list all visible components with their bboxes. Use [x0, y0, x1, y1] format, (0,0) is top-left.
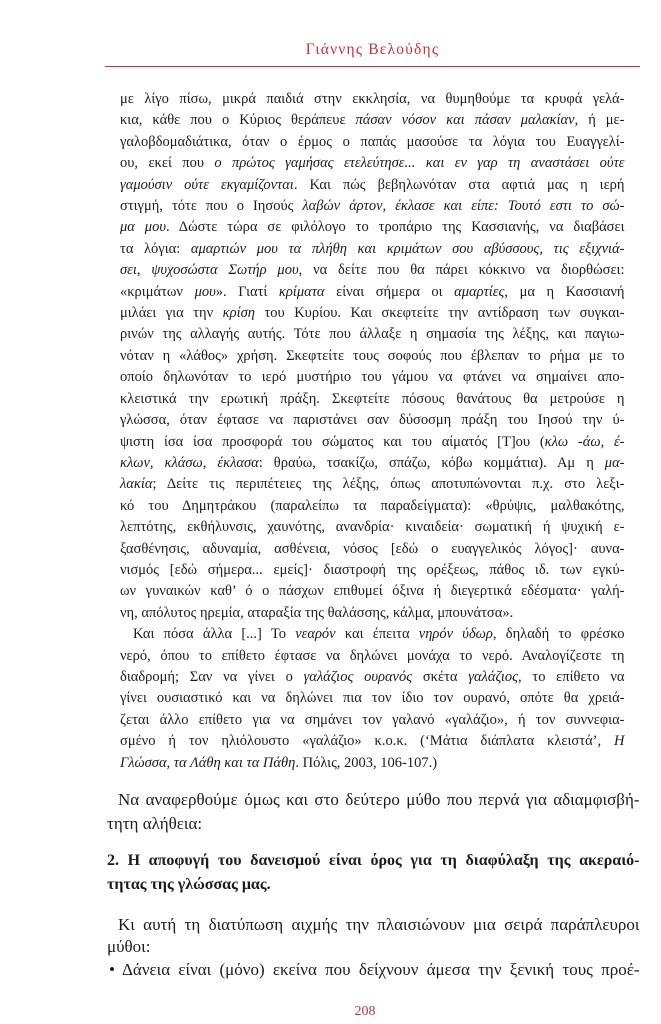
text-run: του Κυρίου. Και σκεφτείτε την αντίδραση των συγκαι- [254, 305, 625, 322]
text-run: νη, απόλυτος ηρεμία, αταραξία της θαλάσσης, κάλμα, μπουνάτσα». [120, 604, 514, 621]
text-run: γαλοβδομαδιάτικα, όταν ο έρμος ο παπάς μασούσε τα λόγια του Ευαγγελί- [120, 133, 625, 150]
text-run: . Πόλις, 2003, 106-107.) [295, 754, 438, 771]
italic-text-run: μα- [604, 454, 625, 471]
text-line [120, 731, 625, 752]
line-text [120, 196, 625, 217]
text-run: , να δείτε που θα πάρει κόκκινο να διορθώσει: [298, 262, 625, 279]
line-text [120, 239, 625, 260]
text-run: νόταν η «λάθος» χρήση. Σκεφτείτε τους σοφούς που έβλεπαν το ρήμα με το [120, 347, 625, 364]
header-rule [105, 66, 640, 67]
line-text [107, 873, 271, 897]
text-run: 2. Η αποφυγή του δανεισμού είναι όρος για τη διαφύλαξη της ακεραιό- [107, 852, 640, 869]
text-line [120, 603, 625, 624]
body-paragraph [107, 914, 640, 958]
text-run: , το επίθετο να [518, 668, 625, 685]
text-run: ρινών της αλλαγής αυτής. Τότε που άλλαξε η σημασία της λέξης, και παγιω- [120, 326, 625, 343]
line-text [133, 624, 624, 645]
text-line [120, 753, 625, 774]
italic-text-run: νεαρόν [295, 626, 336, 643]
text-run: νισμός [εδώ σήμερα... εμείς]· διαστροφή της ορέξεως, πάθος ιδ. των εγκύ- [120, 561, 625, 578]
italic-text-run: αμαρτίες [454, 283, 505, 300]
text-line [120, 217, 625, 238]
line-text [120, 175, 625, 196]
text-run: οποίο δηλωνόταν το ιερό μυστήριο του γάμου να φτάνει να σημαίνει απο- [120, 369, 625, 386]
text-line [120, 324, 625, 345]
line-text [120, 517, 625, 538]
text-run: Να αναφερθούμε όμως και στο δεύτερο μύθο που περνά για αδιαμφισβή- [118, 790, 640, 809]
section-heading [107, 849, 640, 897]
line-text [120, 581, 625, 602]
text-run: , δηλαδή το φρέσκο [492, 626, 625, 643]
line-text [120, 646, 625, 667]
text-run: ψιστη ίσα ίσα προσφορά του σώματος και του αίματός [Τ]ου ( [120, 433, 545, 450]
text-line [120, 560, 625, 581]
line-text [120, 303, 625, 324]
line-text [120, 539, 625, 560]
text-run: . Δώστε τώρα σε φιλόλογο το τροπάριο της Κασσιανής, να διαβάσει [166, 219, 625, 236]
italic-text-run: γαλάζιος [468, 668, 519, 685]
text-run: ου, εκεί που [120, 155, 215, 172]
text-line [120, 517, 625, 538]
text-line [120, 153, 625, 174]
text-run: μύθοι: [107, 937, 151, 956]
text-line [120, 539, 625, 560]
line-text [120, 496, 625, 517]
line-text [120, 667, 625, 688]
italic-text-run: νηρόν ύδωρ [418, 626, 493, 643]
line-text [120, 282, 625, 303]
text-run: λεπτότης, εκθήλυνσις, χαυνότης, ανανδρία· κιναιδεία· σωματική ή ψυχική ε- [120, 519, 625, 536]
line-text [120, 346, 625, 367]
text-line [120, 474, 625, 495]
text-line [107, 788, 640, 812]
text-run: γλώσσα, όταν έφτασε να παριστάνει σαν δύσοσμη πράξη του Ιησού την ύ- [120, 412, 625, 429]
text-run: κια, κάθε που ο Κύριος θεράπευε [120, 112, 356, 129]
text-line [120, 410, 625, 431]
line-text [120, 389, 625, 410]
line-text [120, 432, 625, 453]
line-text [120, 110, 624, 131]
quote-paragraph [120, 89, 625, 624]
italic-text-run: αμαρτιών μου τα πλήθη και κριμάτων σου αβύσσους, τις εξιχνιά- [190, 240, 625, 257]
italic-text-run: λαβών άρτον, έκλασε και είπε: Τουτό εστι το σώ- [302, 198, 625, 215]
text-run: τητη αλήθεια: [107, 813, 203, 833]
line-text [120, 153, 625, 174]
text-line [120, 624, 625, 645]
italic-text-run: κλω -άω, έ- [544, 433, 625, 450]
line-text [120, 324, 625, 345]
line-text [120, 260, 625, 281]
line-text [107, 849, 640, 873]
text-line [120, 132, 625, 153]
text-run: διαδρομή; Σαν να γίνει ο [120, 668, 304, 685]
text-line [120, 260, 625, 281]
bullet-list-item [107, 958, 640, 981]
italic-text-run: κρίματα [278, 283, 325, 300]
italic-text-run: Η [614, 733, 625, 750]
italic-text-run: κλων, κλάσω, έκλασα [120, 454, 259, 471]
text-run: Κι αυτή τη διατύπωση αιχμής την πλαισιώνουν μια σειρά παράπλευροι [118, 915, 640, 934]
text-run: γίνει ουσιαστικό και να δηλώνει πια τον ίδιο τον ουρανό, οπότε θα χρειά- [120, 690, 625, 707]
running-head: Γιάννης Βελούδης [305, 41, 440, 58]
line-text [120, 367, 625, 388]
text-run: σμένο ή τον ηλιόλουστο «γαλάζιο» κ.ο.κ. (‘Μάτια διάπλατα κλειστά’, [120, 733, 615, 750]
text-line [120, 667, 625, 688]
text-run: με λίγο πίσω, μικρά παιδιά στην εκκλησία, να θυμηθούμε τα κρυφά γελά- [120, 91, 625, 107]
text-line [120, 282, 625, 303]
line-text [120, 710, 625, 731]
text-line [120, 89, 625, 110]
bullet-icon: • [109, 960, 115, 979]
line-text [120, 410, 625, 431]
text-run: στιγμή, τότε που ο Ιησούς [120, 198, 303, 215]
line-text [120, 731, 625, 752]
line-text [120, 603, 513, 624]
line-text [120, 560, 625, 581]
text-run: κλειστικά την ερωτική πράξη. Σκεφτείτε πόσους θανάτους θα μετρούσε η [120, 390, 625, 407]
italic-text-run: γαλάζιος ουρανός [303, 668, 413, 685]
text-line [120, 175, 625, 196]
text-run: ων γυναικών καθ’ ό ο πάσχων επιθυμεί όξινα ή διεγερτικά εδέσματα· γαλή- [120, 583, 625, 600]
text-run: σκέτα [412, 668, 469, 685]
line-text [122, 958, 640, 981]
text-run: κό του Δημητράκου (παραλείπω τα παραδείγματα): «θρύψις, μαλθακότης, [120, 497, 625, 514]
text-line [120, 346, 625, 367]
text-run: τα λόγια: [120, 240, 191, 257]
body-paragraph [107, 788, 640, 835]
text-run: είναι σήμερα οι [324, 283, 455, 300]
text-run: ξασθένησις, αδυναμία, ασθένεια, νόσος [εδώ ο ευαγγελικός λόγος]· αυνα- [120, 540, 625, 557]
italic-text-run: γαμούσιν ούτε εκγαμίζονται [120, 176, 294, 193]
line-text [120, 217, 625, 238]
text-run: : θραύω, τσακίζω, σπάζω, κόβω κομμάτια). Αμ η [258, 454, 605, 471]
text-run: ζεται άλλο επίθετο για να σημάνει τον γαλανό «γαλάζιο», ή τον συννεφια- [120, 711, 625, 728]
line-text [107, 936, 150, 958]
page-number: 208 [354, 1004, 376, 1019]
text-line [120, 367, 625, 388]
text-run: ; Δείτε τις περιπέτειες της λέξης, όπως αποτυπώνονται π.χ. στο λεξι- [152, 476, 625, 493]
text-run: τητας της γλώσσας μας. [107, 876, 271, 893]
text-line [120, 496, 625, 517]
text-line [120, 710, 625, 731]
text-run: ». Γιατί [215, 283, 279, 300]
line-text [118, 788, 640, 812]
text-line [107, 849, 640, 873]
italic-text-run: ο πρώτος γαμήσας ετελεύτησε... και εν γαρ τη αναστάσει ούτε [214, 155, 625, 172]
text-line [120, 646, 625, 667]
text-line [120, 239, 625, 260]
line-text [120, 132, 625, 153]
text-line [120, 581, 625, 602]
block-quote [120, 89, 625, 774]
text-run: , ή με- [574, 112, 625, 129]
text-line [107, 873, 640, 897]
text-run: , μα η Κασσιανή [504, 283, 625, 300]
text-run: νερό, όπου το επίθετο έφτασε να δηλώνει μονάχα το νερό. Αναλογίζεστε τη [120, 647, 625, 664]
text-run: μιλάει για την [120, 305, 223, 322]
line-text [120, 453, 625, 474]
italic-text-run: μα μου [120, 219, 166, 236]
quote-paragraph [120, 624, 625, 774]
text-line [120, 196, 625, 217]
text-run: Δάνεια είναι (μόνο) εκείνα που δείχνουν άμεσα την ξενική τους προέ- [122, 960, 640, 979]
italic-text-run: λακία [120, 476, 153, 493]
text-line [120, 389, 625, 410]
text-line [107, 812, 640, 836]
line-text [118, 914, 640, 936]
line-text [107, 812, 202, 836]
bullet-text [122, 958, 640, 981]
italic-text-run: σει, ψυχοσώστα Σωτήρ μου [120, 262, 299, 279]
text-run: «κριμάτων [120, 283, 195, 300]
line-text [120, 89, 625, 110]
line-text [120, 474, 625, 495]
italic-text-run: πάσαν νόσον και πάσαν μαλακίαν [355, 112, 575, 129]
text-line [120, 453, 625, 474]
text-line [120, 303, 625, 324]
line-text [120, 753, 437, 774]
text-line [120, 688, 625, 709]
text-run: και έπειτα [335, 626, 419, 643]
text-line [122, 958, 640, 981]
text-run: . Και πώς βεβηλωνόταν στα αφτιά μας η ιερή [293, 176, 625, 193]
line-text [120, 688, 625, 709]
italic-text-run: μου [194, 283, 216, 300]
italic-text-run: κρίση [222, 305, 255, 322]
text-line [120, 432, 625, 453]
text-line [107, 936, 640, 958]
italic-text-run: Γλώσσα, τα Λάθη και τα Πάθη [120, 754, 296, 771]
text-line [120, 110, 625, 131]
text-run: Και πόσα άλλα [...] Το [133, 626, 296, 643]
text-line [107, 914, 640, 936]
